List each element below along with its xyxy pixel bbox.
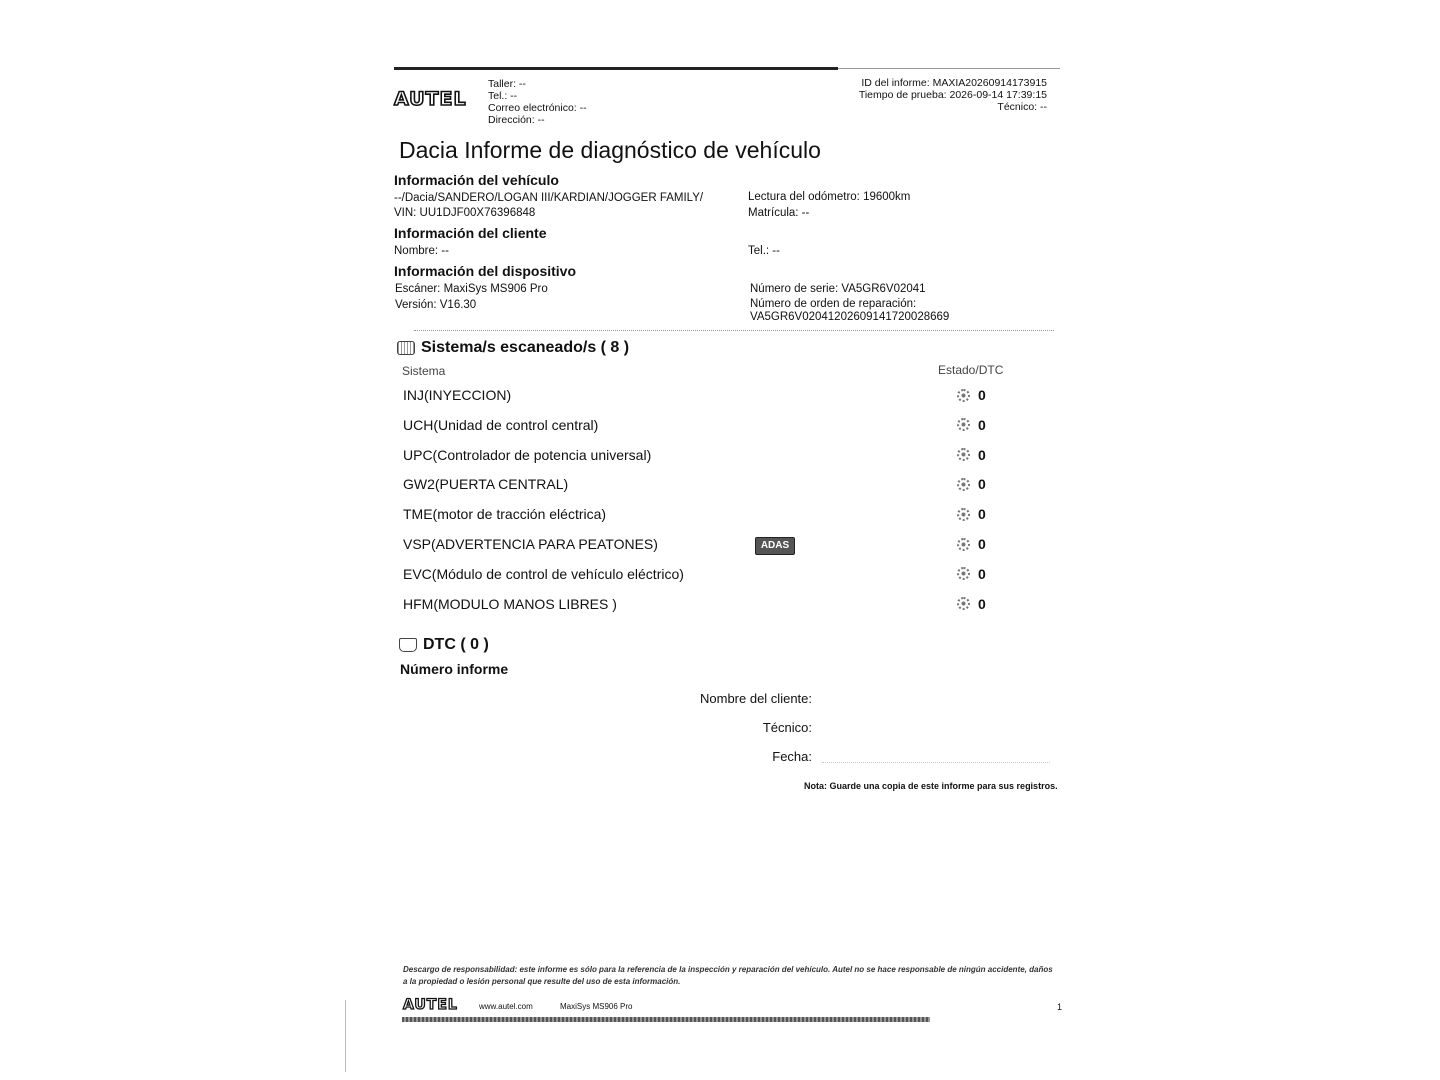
header-rule (394, 67, 838, 70)
system-row-name: TME(motor de tracción eléctrica) (403, 506, 607, 523)
vehicle-heading: Información del vehículo (394, 172, 559, 188)
header-phone: Tel.: -- (488, 90, 518, 102)
scan-edge-line (345, 1000, 346, 1072)
report-id: ID del informe: MAXIA20260914173915 (861, 77, 1047, 89)
system-row-status (957, 536, 986, 552)
vehicle-model: --/Dacia/SANDERO/LOGAN III/KARDIAN/JOGGER FAMILY/ (394, 192, 704, 204)
footer-device: MaxiSys MS906 Pro (560, 1002, 633, 1011)
systems-heading (397, 339, 629, 357)
system-row-name: GW2(PUERTA CENTRAL) (403, 476, 569, 493)
dtc-count: 0 (978, 387, 986, 403)
gear-status-icon (957, 508, 970, 521)
header-email: Correo electrónico: -- (488, 102, 587, 114)
repair-order-number: VA5GR6V02041202609141720028669 (750, 311, 950, 323)
customer-heading: Información del cliente (394, 225, 547, 241)
system-row-name: EVC(Módulo de control de vehículo eléctrico) (403, 565, 684, 582)
system-row-status (957, 506, 986, 522)
column-status: Estado/DTC (938, 363, 1004, 377)
footer-rule (402, 1017, 930, 1022)
header-shop: Taller: -- (488, 78, 526, 90)
dtc-count: 0 (978, 446, 986, 463)
scanner-icon (397, 341, 415, 355)
dtc-count: 0 (978, 476, 986, 493)
page-number: 1 (1057, 1002, 1063, 1012)
dtc-count: 0 (978, 416, 986, 433)
adas-badge: ADAS (755, 537, 795, 555)
date-line (822, 762, 1050, 764)
vehicle-plate: Matrícula: -- (748, 207, 810, 219)
vehicle-odometer: Lectura del odómetro: 19600km (748, 191, 911, 203)
header-address: Dirección: -- (488, 114, 545, 126)
gear-status-icon (957, 389, 970, 402)
system-row-status (957, 596, 986, 612)
system-row-status (957, 447, 986, 463)
save-copy-note: Nota: Guarde una copia de este informe para sus registros. (804, 781, 1058, 791)
gear-status-icon (957, 597, 970, 610)
system-row-status (957, 566, 986, 582)
disclaimer-line-2: a la propiedad o lesión personal que resulte del uso de esta información. (403, 977, 681, 986)
header-rule-light (838, 68, 1060, 69)
device-scanner: Escáner: MaxiSys MS906 Pro (395, 283, 548, 295)
header-technician: Técnico: -- (997, 101, 1047, 113)
gear-status-icon (957, 478, 970, 491)
systems-heading-label: Sistema/s escaneado/s ( 8 ) (421, 339, 630, 356)
footer-logo: AUTEL (403, 997, 458, 1013)
page-title: Dacia Informe de diagnóstico de vehículo (399, 137, 821, 163)
dtc-heading (399, 636, 489, 654)
system-row-status (957, 476, 986, 492)
system-row-name: HFM(MODULO MANOS LIBRES ) (403, 595, 617, 612)
system-row-name: UPC(Controlador de potencia universal) (403, 446, 652, 463)
device-serial: Número de serie: VA5GR6V02041 (750, 283, 926, 295)
customer-phone: Tel.: -- (748, 245, 780, 257)
test-time: Tiempo de prueba: 2026-09-14 17:39:15 (858, 89, 1047, 101)
system-row-name: VSP(ADVERTENCIA PARA PEATONES) (403, 536, 658, 552)
vehicle-vin: VIN: UU1DJF00X76396848 (394, 207, 536, 219)
dtc-count: 0 (978, 595, 986, 612)
system-row-name: UCH(Unidad de control central) (403, 416, 599, 433)
autel-logo: AUTEL (394, 88, 467, 110)
date-field: Fecha: (772, 749, 812, 764)
repair-order-label: Número de orden de reparación: (750, 298, 917, 310)
section-divider (414, 330, 1054, 332)
gear-status-icon (957, 448, 970, 461)
customer-name-field: Nombre del cliente: (700, 691, 812, 706)
dtc-count: 0 (978, 565, 986, 582)
dtc-heading-label: DTC ( 0 ) (423, 636, 489, 653)
technician-field: Técnico: (762, 720, 812, 735)
column-system: Sistema (402, 364, 446, 378)
gear-status-icon (957, 418, 970, 431)
footer-website: www.autel.com (479, 1002, 533, 1011)
device-version: Versión: V16.30 (395, 299, 477, 311)
dtc-count: 0 (978, 536, 986, 552)
system-row-status (957, 387, 986, 403)
system-row-name: INJ(INYECCION) (403, 387, 512, 403)
dtc-icon (399, 638, 417, 652)
gear-status-icon (957, 567, 970, 580)
device-heading: Información del dispositivo (394, 263, 577, 279)
dtc-count: 0 (978, 506, 986, 523)
system-row-status (957, 417, 986, 433)
report-number-label: Número informe (400, 661, 509, 677)
customer-name: Nombre: -- (394, 245, 449, 257)
gear-status-icon (957, 538, 970, 551)
disclaimer-line-1: Descargo de responsabilidad: este informe es sólo para la referencia de la inspección y reparación del vehículo. Autel no se hace responsable de ningún accidente, daños (403, 965, 1053, 974)
